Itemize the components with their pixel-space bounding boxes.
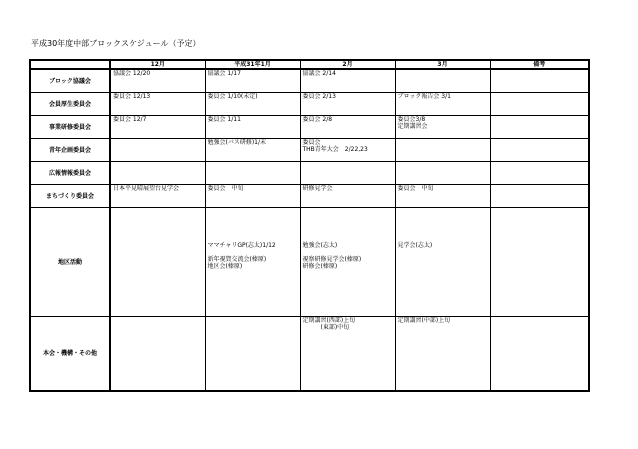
table-row — [30, 69, 589, 93]
cell-line: 委員会 1/11 — [207, 116, 241, 123]
table-cell — [395, 185, 490, 208]
table-row — [30, 317, 589, 392]
table-cell — [110, 317, 205, 392]
cell-line: 協議会 12/20 — [113, 70, 151, 77]
cell-line: 委員会3/8 — [397, 116, 426, 123]
header-row — [30, 60, 589, 69]
cell-line: 委員会 中旬 — [207, 185, 244, 192]
table-cell — [205, 116, 300, 139]
cell-line — [303, 249, 393, 256]
table-row — [30, 93, 589, 116]
cell-line: ママチャリGP(志太)1/12 — [207, 242, 276, 249]
table-cell — [490, 317, 589, 392]
cell-line: 地区会(榛原) — [207, 263, 243, 270]
table-cell — [205, 93, 300, 116]
table-cell — [205, 162, 300, 185]
cell-line: 委員会 1/10(未定) — [207, 93, 258, 100]
cell-line: THB青年大会 2/22,23 — [302, 146, 368, 153]
cell-line: 委員会 12/13 — [113, 93, 151, 100]
table-cell — [490, 139, 589, 162]
cell-line: 勉強会(バス研修)1/末 — [207, 139, 267, 146]
header-december: 12月 — [110, 60, 205, 69]
table-row — [30, 208, 589, 317]
row-label: 事業研修委員会 — [30, 116, 110, 139]
page-title: 平成30年度中部ブロックスケジュール（予定） — [31, 39, 201, 48]
cell-line: 視察研修見学会(榛原) — [302, 256, 362, 263]
table-cell — [205, 69, 300, 93]
row-label: 会員厚生委員会 — [30, 93, 110, 116]
table-cell — [300, 162, 395, 185]
table-cell — [205, 208, 300, 317]
table-cell — [205, 185, 300, 208]
cell-line: 委員会 — [302, 139, 321, 146]
table-cell — [300, 185, 395, 208]
header-remarks: 備考 — [490, 60, 589, 69]
cell-line: 定期講習(中部)上旬 — [397, 317, 451, 324]
row-label: 青年企画委員会 — [30, 139, 110, 162]
header-february: 2月 — [300, 60, 395, 69]
table-cell — [300, 93, 395, 116]
table-row — [30, 139, 589, 162]
row-label: 地区活動 — [30, 208, 110, 317]
table-cell — [300, 317, 395, 392]
table-cell — [490, 93, 589, 116]
table-row — [30, 116, 589, 139]
cell-line: 見学会(志太) — [397, 242, 433, 249]
header-march: 3月 — [395, 60, 490, 69]
cell-line: 委員会 中旬 — [397, 185, 434, 192]
table-row — [30, 162, 589, 185]
schedule-body — [30, 69, 589, 391]
row-label: 本会・機構・その他 — [30, 317, 110, 392]
cell-line: 定期講習(西部)上旬 — [302, 317, 356, 324]
cell-line — [208, 249, 298, 256]
table-cell — [110, 162, 205, 185]
table-cell — [110, 93, 205, 116]
cell-line: 研修見学会 — [302, 185, 333, 192]
header-corner — [30, 60, 110, 69]
table-cell — [490, 208, 589, 317]
cell-line: 研修会(榛原) — [302, 263, 338, 270]
table-cell — [205, 139, 300, 162]
table-cell — [110, 69, 205, 93]
table-row — [30, 185, 589, 208]
table-cell — [490, 162, 589, 185]
table-cell — [395, 116, 490, 139]
table-cell — [110, 116, 205, 139]
table-cell — [395, 93, 490, 116]
table-cell — [490, 185, 589, 208]
table-cell — [490, 116, 589, 139]
header-january: 平成31年1月 — [205, 60, 300, 69]
table-cell — [110, 185, 205, 208]
cell-line: 日本平見晴展望台見学会 — [113, 185, 180, 192]
table-cell — [300, 116, 395, 139]
cell-line: 委員会 12/7 — [113, 116, 147, 123]
cell-line: ブロック報告会 3/1 — [397, 93, 451, 100]
cell-line: 委員会 2/8 — [302, 116, 333, 123]
table-cell — [300, 139, 395, 162]
table-cell — [110, 139, 205, 162]
row-label: ブロック協議会 — [30, 69, 110, 93]
table-cell — [300, 69, 395, 93]
table-cell — [300, 208, 395, 317]
table-cell — [490, 69, 589, 93]
table-cell — [395, 162, 490, 185]
row-label: まちづくり委員会 — [30, 185, 110, 208]
cell-line: 勉強会(志太) — [302, 242, 338, 249]
table-cell — [395, 139, 490, 162]
cell-line: 定期講習会 — [397, 123, 428, 130]
cell-line: 協議会 1/17 — [207, 70, 241, 77]
table-cell — [395, 69, 490, 93]
cell-line: 協議会 2/14 — [302, 70, 336, 77]
schedule-table — [29, 59, 590, 392]
cell-line: 新年視賀交流会(榛原) — [207, 256, 267, 263]
table-cell — [110, 208, 205, 317]
cell-line: 委員会 2/13 — [302, 93, 336, 100]
cell-line: (東部)中旬 — [302, 324, 350, 331]
table-cell — [395, 317, 490, 392]
table-cell — [205, 317, 300, 392]
table-cell — [395, 208, 490, 317]
row-label: 広報情報委員会 — [30, 162, 110, 185]
